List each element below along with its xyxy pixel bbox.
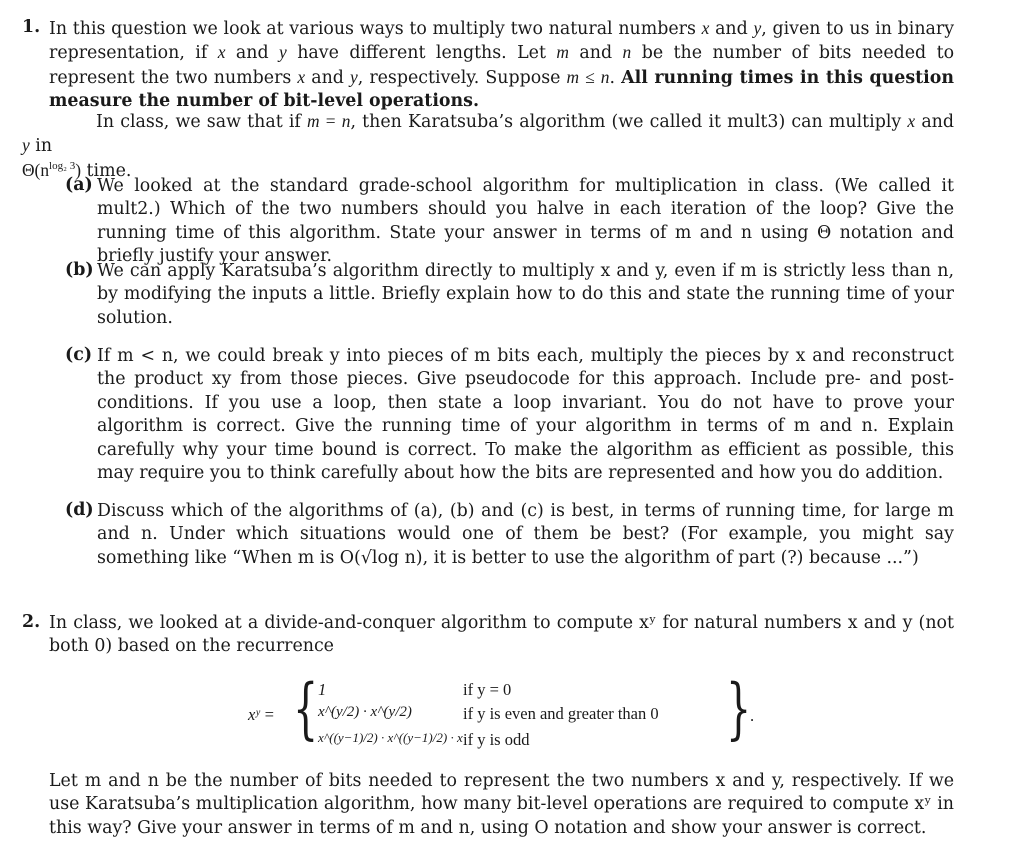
part-b-label: (b) <box>65 260 94 280</box>
question-2-number: 2. <box>22 612 41 632</box>
case-2-condition: if y is even and greater than 0 <box>463 704 659 723</box>
part-d-text: Discuss which of the algorithms of (a), (b) and (c) is best, in terms of running time, for large m and n. Under which situations would one of them be best? (For example, you might say something like “When m is O(√log n), it is better to use the algorithm of part (?) because ...”) <box>97 501 954 568</box>
question-1-class-note: In class, we saw that if m = n, then Karatsuba’s algorithm (we called it mult3) can multiply x and y in $\Theta(n^{log_2 3})$ time. <box>22 111 955 181</box>
theta-expression: $\Theta(n^{log_2 3})$ <box>22 159 81 180</box>
case-1-expr: 1 <box>318 680 327 699</box>
case-3-condition: if y is odd <box>463 730 530 749</box>
part-c-label: (c) <box>65 345 93 365</box>
part-c-text: If m < n, we could break y into pieces of m bits each, multiply the pieces by x and reconstruct the product xy from those pieces. Give pseudocode for this approach. Include pre- and post-conditions. If you use a loop, then state a loop invariant. You do not have to prove your algorithm is correct. Give the running time of your algorithm in terms of m and n. Explain carefully why your time bound is correct. To make the algorithm as efficient as possible, this may require you to think carefully about how the bits are represented and how you do addition. <box>97 346 954 484</box>
part-a-label: (a) <box>65 175 93 195</box>
question-1-intro: In this question we look at various ways to multiply two natural numbers x and y, given to us in binary representation, if x and y have different lengths. Let m and n be the number of bits needed to represent the two numbers x and y, respectively. Suppose m ≤ n. All running times in this question measure the number of bit-level operations. <box>49 18 955 112</box>
question-2-closing: Let m and n be the number of bits needed to represent the two numbers x and y, respectively. If we use Karatsuba’s multiplication algorithm, how many bit-level operations are required to compute xʸ in this way? Give your answer in terms of m and n, using O notation and show your answer is correct. <box>49 771 954 838</box>
period: . <box>750 706 755 725</box>
case-2-expr: x^(y/2) · x^(y/2) <box>318 704 412 720</box>
part-d-label: (d) <box>65 500 94 520</box>
part-a-text: We looked at the standard grade-school algorithm for multiplication in class. (We called it mult2.) Which of the two numbers should you halve in each iteration of the loop? Give the running time of this algorithm. State your answer in terms of m and n using Θ notation and briefly justify your answer. <box>97 176 954 267</box>
case-3-expr: x^((y−1)/2) · x^((y−1)/2) · x <box>318 730 463 745</box>
part-b-text: We can apply Karatsuba’s algorithm directly to multiply x and y, even if m is strictly less than n, by modifying the inputs a little. Briefly explain how to do this and state the running time of your solution. <box>97 261 954 328</box>
recurrence-lhs: xʸ = <box>248 705 275 724</box>
case-1-condition: if y = 0 <box>463 680 512 699</box>
right-brace: } <box>726 670 752 747</box>
bold-note: All running times in this question measure the number of bit-level operations. <box>49 67 955 112</box>
question-2-intro: In class, we looked at a divide-and-conquer algorithm to compute xʸ for natural numbers x and y (not both 0) based on the recurrence <box>49 613 954 657</box>
left-brace: { <box>293 670 319 747</box>
question-1-number: 1. <box>22 17 41 37</box>
